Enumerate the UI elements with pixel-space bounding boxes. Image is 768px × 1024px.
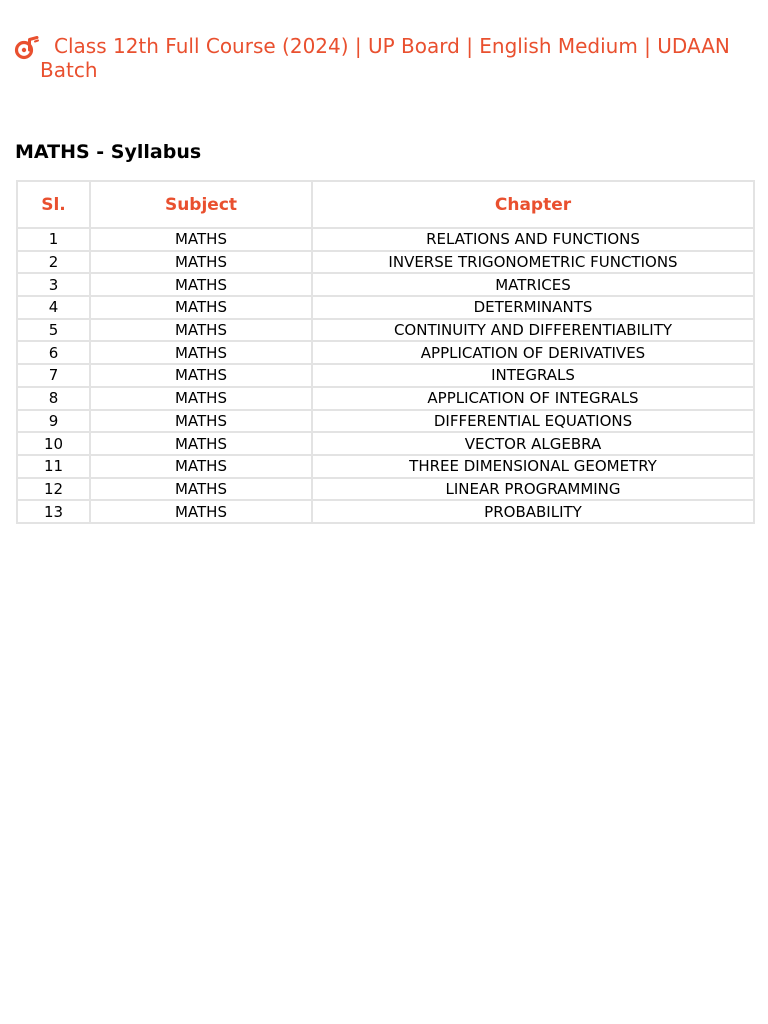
cell-subject: MATHS bbox=[90, 387, 312, 410]
cell-subject: MATHS bbox=[90, 251, 312, 274]
cell-chapter: DIFFERENTIAL EQUATIONS bbox=[312, 410, 754, 433]
cell-sl: 7 bbox=[17, 364, 90, 387]
cell-subject: MATHS bbox=[90, 319, 312, 342]
cell-chapter: INVERSE TRIGONOMETRIC FUNCTIONS bbox=[312, 251, 754, 274]
cell-chapter: THREE DIMENSIONAL GEOMETRY bbox=[312, 455, 754, 478]
cell-sl: 6 bbox=[17, 341, 90, 364]
cell-sl: 4 bbox=[17, 296, 90, 319]
cell-sl: 3 bbox=[17, 273, 90, 296]
cell-subject: MATHS bbox=[90, 228, 312, 251]
cell-chapter: RELATIONS AND FUNCTIONS bbox=[312, 228, 754, 251]
table-row bbox=[17, 410, 754, 433]
table-row bbox=[17, 341, 754, 364]
cell-chapter: APPLICATION OF INTEGRALS bbox=[312, 387, 754, 410]
cell-sl: 9 bbox=[17, 410, 90, 433]
table-row bbox=[17, 319, 754, 342]
cell-sl: 8 bbox=[17, 387, 90, 410]
cell-chapter: DETERMINANTS bbox=[312, 296, 754, 319]
page-header bbox=[14, 34, 734, 82]
table-row bbox=[17, 251, 754, 274]
table-row bbox=[17, 455, 754, 478]
column-header-sl: Sl. bbox=[17, 181, 90, 228]
cell-chapter: LINEAR PROGRAMMING bbox=[312, 478, 754, 501]
cell-subject: MATHS bbox=[90, 341, 312, 364]
cell-sl: 1 bbox=[17, 228, 90, 251]
cell-sl: 5 bbox=[17, 319, 90, 342]
cell-subject: MATHS bbox=[90, 432, 312, 455]
cell-chapter: VECTOR ALGEBRA bbox=[312, 432, 754, 455]
cell-sl: 12 bbox=[17, 478, 90, 501]
column-header-chapter: Chapter bbox=[312, 181, 754, 228]
cell-subject: MATHS bbox=[90, 478, 312, 501]
cell-subject: MATHS bbox=[90, 273, 312, 296]
table-row bbox=[17, 432, 754, 455]
table-row bbox=[17, 478, 754, 501]
cell-subject: MATHS bbox=[90, 500, 312, 523]
cell-chapter: PROBABILITY bbox=[312, 500, 754, 523]
cell-sl: 11 bbox=[17, 455, 90, 478]
cell-chapter: MATRICES bbox=[312, 273, 754, 296]
column-header-subject: Subject bbox=[90, 181, 312, 228]
cell-sl: 10 bbox=[17, 432, 90, 455]
course-title: Class 12th Full Course (2024) | UP Board | English Medium | UDAAN Batch bbox=[40, 34, 730, 82]
cell-subject: MATHS bbox=[90, 455, 312, 478]
table-row bbox=[17, 387, 754, 410]
table-row bbox=[17, 500, 754, 523]
cell-chapter: CONTINUITY AND DIFFERENTIABILITY bbox=[312, 319, 754, 342]
cell-chapter: INTEGRALS bbox=[312, 364, 754, 387]
table-row bbox=[17, 296, 754, 319]
syllabus-table bbox=[16, 180, 755, 524]
cell-subject: MATHS bbox=[90, 296, 312, 319]
cell-subject: MATHS bbox=[90, 364, 312, 387]
cell-sl: 13 bbox=[17, 500, 90, 523]
table-row bbox=[17, 228, 754, 251]
section-title: MATHS - Syllabus bbox=[15, 141, 202, 163]
table-row bbox=[17, 364, 754, 387]
table-row bbox=[17, 273, 754, 296]
table-header-row bbox=[17, 181, 754, 228]
cell-chapter: APPLICATION OF DERIVATIVES bbox=[312, 341, 754, 364]
cell-subject: MATHS bbox=[90, 410, 312, 433]
pw-logo-icon bbox=[14, 34, 40, 60]
cell-sl: 2 bbox=[17, 251, 90, 274]
